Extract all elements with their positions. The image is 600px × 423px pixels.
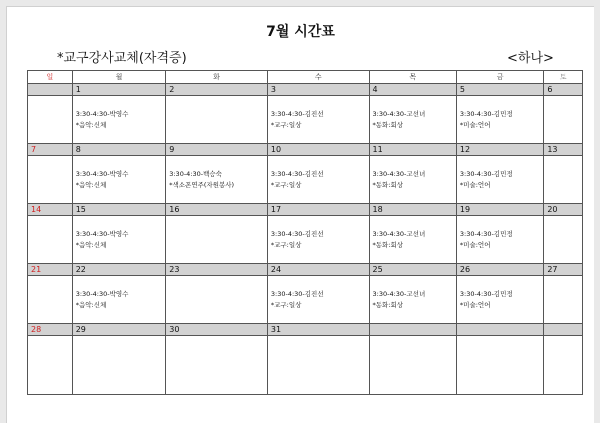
event-cell-sun [28,156,73,204]
event-cell-sat [544,336,583,395]
date-cell-tue: 2 [166,84,268,96]
date-row [28,144,583,156]
event-subject: *교구:일상 [270,120,302,129]
date-cell-thu: 11 [369,144,456,156]
event-cell-wed [267,276,369,324]
event-time-teacher: 3:30-4:30-백승숙 [169,169,222,178]
event-cell-tue [166,156,268,204]
date-cell-tue: 23 [166,264,268,276]
event-subject: *동화:회상 [372,300,404,309]
event-cell-tue [166,96,268,144]
event-time-teacher: 3:30-4:30-박영수 [75,169,129,178]
page-title: 7월 시간표 [266,24,335,40]
event-time-teacher: 3:30-4:30-김민정 [459,289,513,298]
date-cell-wed: 17 [267,204,369,216]
date-cell-thu [369,324,456,336]
date-cell-mon: 29 [72,324,166,336]
event-row [28,96,583,144]
event-subject: *음악:신체 [75,180,107,189]
date-cell-thu: 18 [369,204,456,216]
event-cell-mon [72,336,166,395]
group-label: <하나> [507,51,554,66]
event-cell-wed [267,96,369,144]
event-subject: *음악:신체 [75,300,107,309]
date-cell-fri: 12 [456,144,543,156]
date-cell-sun: 28 [28,324,73,336]
event-time-teacher: 3:30-4:30-김민정 [459,169,513,178]
event-time-teacher: 3:30-4:30-고선녀 [372,229,426,238]
event-cell-mon [72,156,166,204]
date-cell-wed: 24 [267,264,369,276]
event-time-teacher: 3:30-4:30-고선녀 [372,289,426,298]
event-time-teacher: 3:30-4:30-고선녀 [372,109,426,118]
event-cell-sun [28,216,73,264]
event-row [28,216,583,264]
event-subject: *색소폰연주(자원봉사) [169,180,235,189]
date-cell-sat: 27 [544,264,583,276]
event-cell-wed [267,336,369,395]
event-subject: *동화:회상 [372,120,404,129]
page-subtitle: *교구강사교체(자격증) [57,51,187,66]
event-row [28,156,583,204]
weekday-thu: 목 [369,71,456,84]
date-cell-sun: 7 [28,144,73,156]
event-subject: *교구:일상 [270,300,302,309]
date-cell-sun [28,84,73,96]
event-cell-sun [28,96,73,144]
event-time-teacher: 3:30-4:30-김민정 [459,109,513,118]
event-subject: *미술:언어 [459,240,491,249]
date-cell-sat [544,324,583,336]
date-row [28,204,583,216]
event-cell-fri [456,96,543,144]
date-cell-mon: 22 [72,264,166,276]
event-cell-mon [72,96,166,144]
date-cell-thu: 25 [369,264,456,276]
date-cell-tue: 16 [166,204,268,216]
date-row [28,84,583,96]
event-cell-mon [72,216,166,264]
date-cell-sat: 20 [544,204,583,216]
event-time-teacher: 3:30-4:30-박영수 [75,109,129,118]
calendar-table [27,70,583,395]
event-subject: *미술:언어 [459,120,491,129]
event-cell-thu [369,216,456,264]
event-subject: *미술:언어 [459,300,491,309]
event-subject: *음악:신체 [75,120,107,129]
event-cell-wed [267,156,369,204]
date-row [28,264,583,276]
event-cell-fri [456,216,543,264]
date-cell-fri: 5 [456,84,543,96]
event-row [28,276,583,324]
event-cell-wed [267,216,369,264]
date-cell-fri [456,324,543,336]
event-subject: *미술:언어 [459,180,491,189]
event-subject: *동화:회상 [372,240,404,249]
event-time-teacher: 3:30-4:30-박영수 [75,289,129,298]
weekday-wed: 수 [267,71,369,84]
date-cell-sat: 6 [544,84,583,96]
event-cell-thu [369,336,456,395]
event-cell-fri [456,336,543,395]
event-cell-fri [456,156,543,204]
event-time-teacher: 3:30-4:30-김진선 [270,229,324,238]
event-time-teacher: 3:30-4:30-박영수 [75,229,129,238]
event-time-teacher: 3:30-4:30-고선녀 [372,169,426,178]
event-subject: *동화:회상 [372,180,404,189]
date-cell-wed: 3 [267,84,369,96]
event-cell-sat [544,216,583,264]
date-cell-sun: 14 [28,204,73,216]
event-time-teacher: 3:30-4:30-김진선 [270,169,324,178]
event-cell-mon [72,276,166,324]
date-cell-mon: 1 [72,84,166,96]
event-cell-sat [544,156,583,204]
event-cell-thu [369,156,456,204]
date-cell-tue: 9 [166,144,268,156]
event-cell-sat [544,276,583,324]
event-cell-tue [166,276,268,324]
date-cell-wed: 10 [267,144,369,156]
event-row [28,336,583,395]
weekday-sun: 일 [28,71,73,84]
event-subject: *교구:일상 [270,240,302,249]
event-subject: *음악:신체 [75,240,107,249]
weekday-fri: 금 [456,71,543,84]
event-cell-sun [28,336,73,395]
event-cell-fri [456,276,543,324]
event-cell-sun [28,276,73,324]
event-cell-thu [369,276,456,324]
date-cell-mon: 8 [72,144,166,156]
weekday-tue: 화 [166,71,268,84]
date-cell-mon: 15 [72,204,166,216]
date-cell-fri: 26 [456,264,543,276]
date-cell-fri: 19 [456,204,543,216]
date-cell-wed: 31 [267,324,369,336]
event-subject: *교구:일상 [270,180,302,189]
weekday-mon: 월 [72,71,166,84]
date-cell-tue: 30 [166,324,268,336]
event-cell-thu [369,96,456,144]
weekday-header-row [28,71,583,84]
date-cell-thu: 4 [369,84,456,96]
event-time-teacher: 3:30-4:30-김민정 [459,229,513,238]
weekday-sat: 토 [544,71,583,84]
date-cell-sun: 21 [28,264,73,276]
event-time-teacher: 3:30-4:30-김진선 [270,289,324,298]
event-time-teacher: 3:30-4:30-김진선 [270,109,324,118]
document-page [6,6,594,423]
event-cell-tue [166,336,268,395]
date-cell-sat: 13 [544,144,583,156]
event-cell-sat [544,96,583,144]
date-row [28,324,583,336]
event-cell-tue [166,216,268,264]
